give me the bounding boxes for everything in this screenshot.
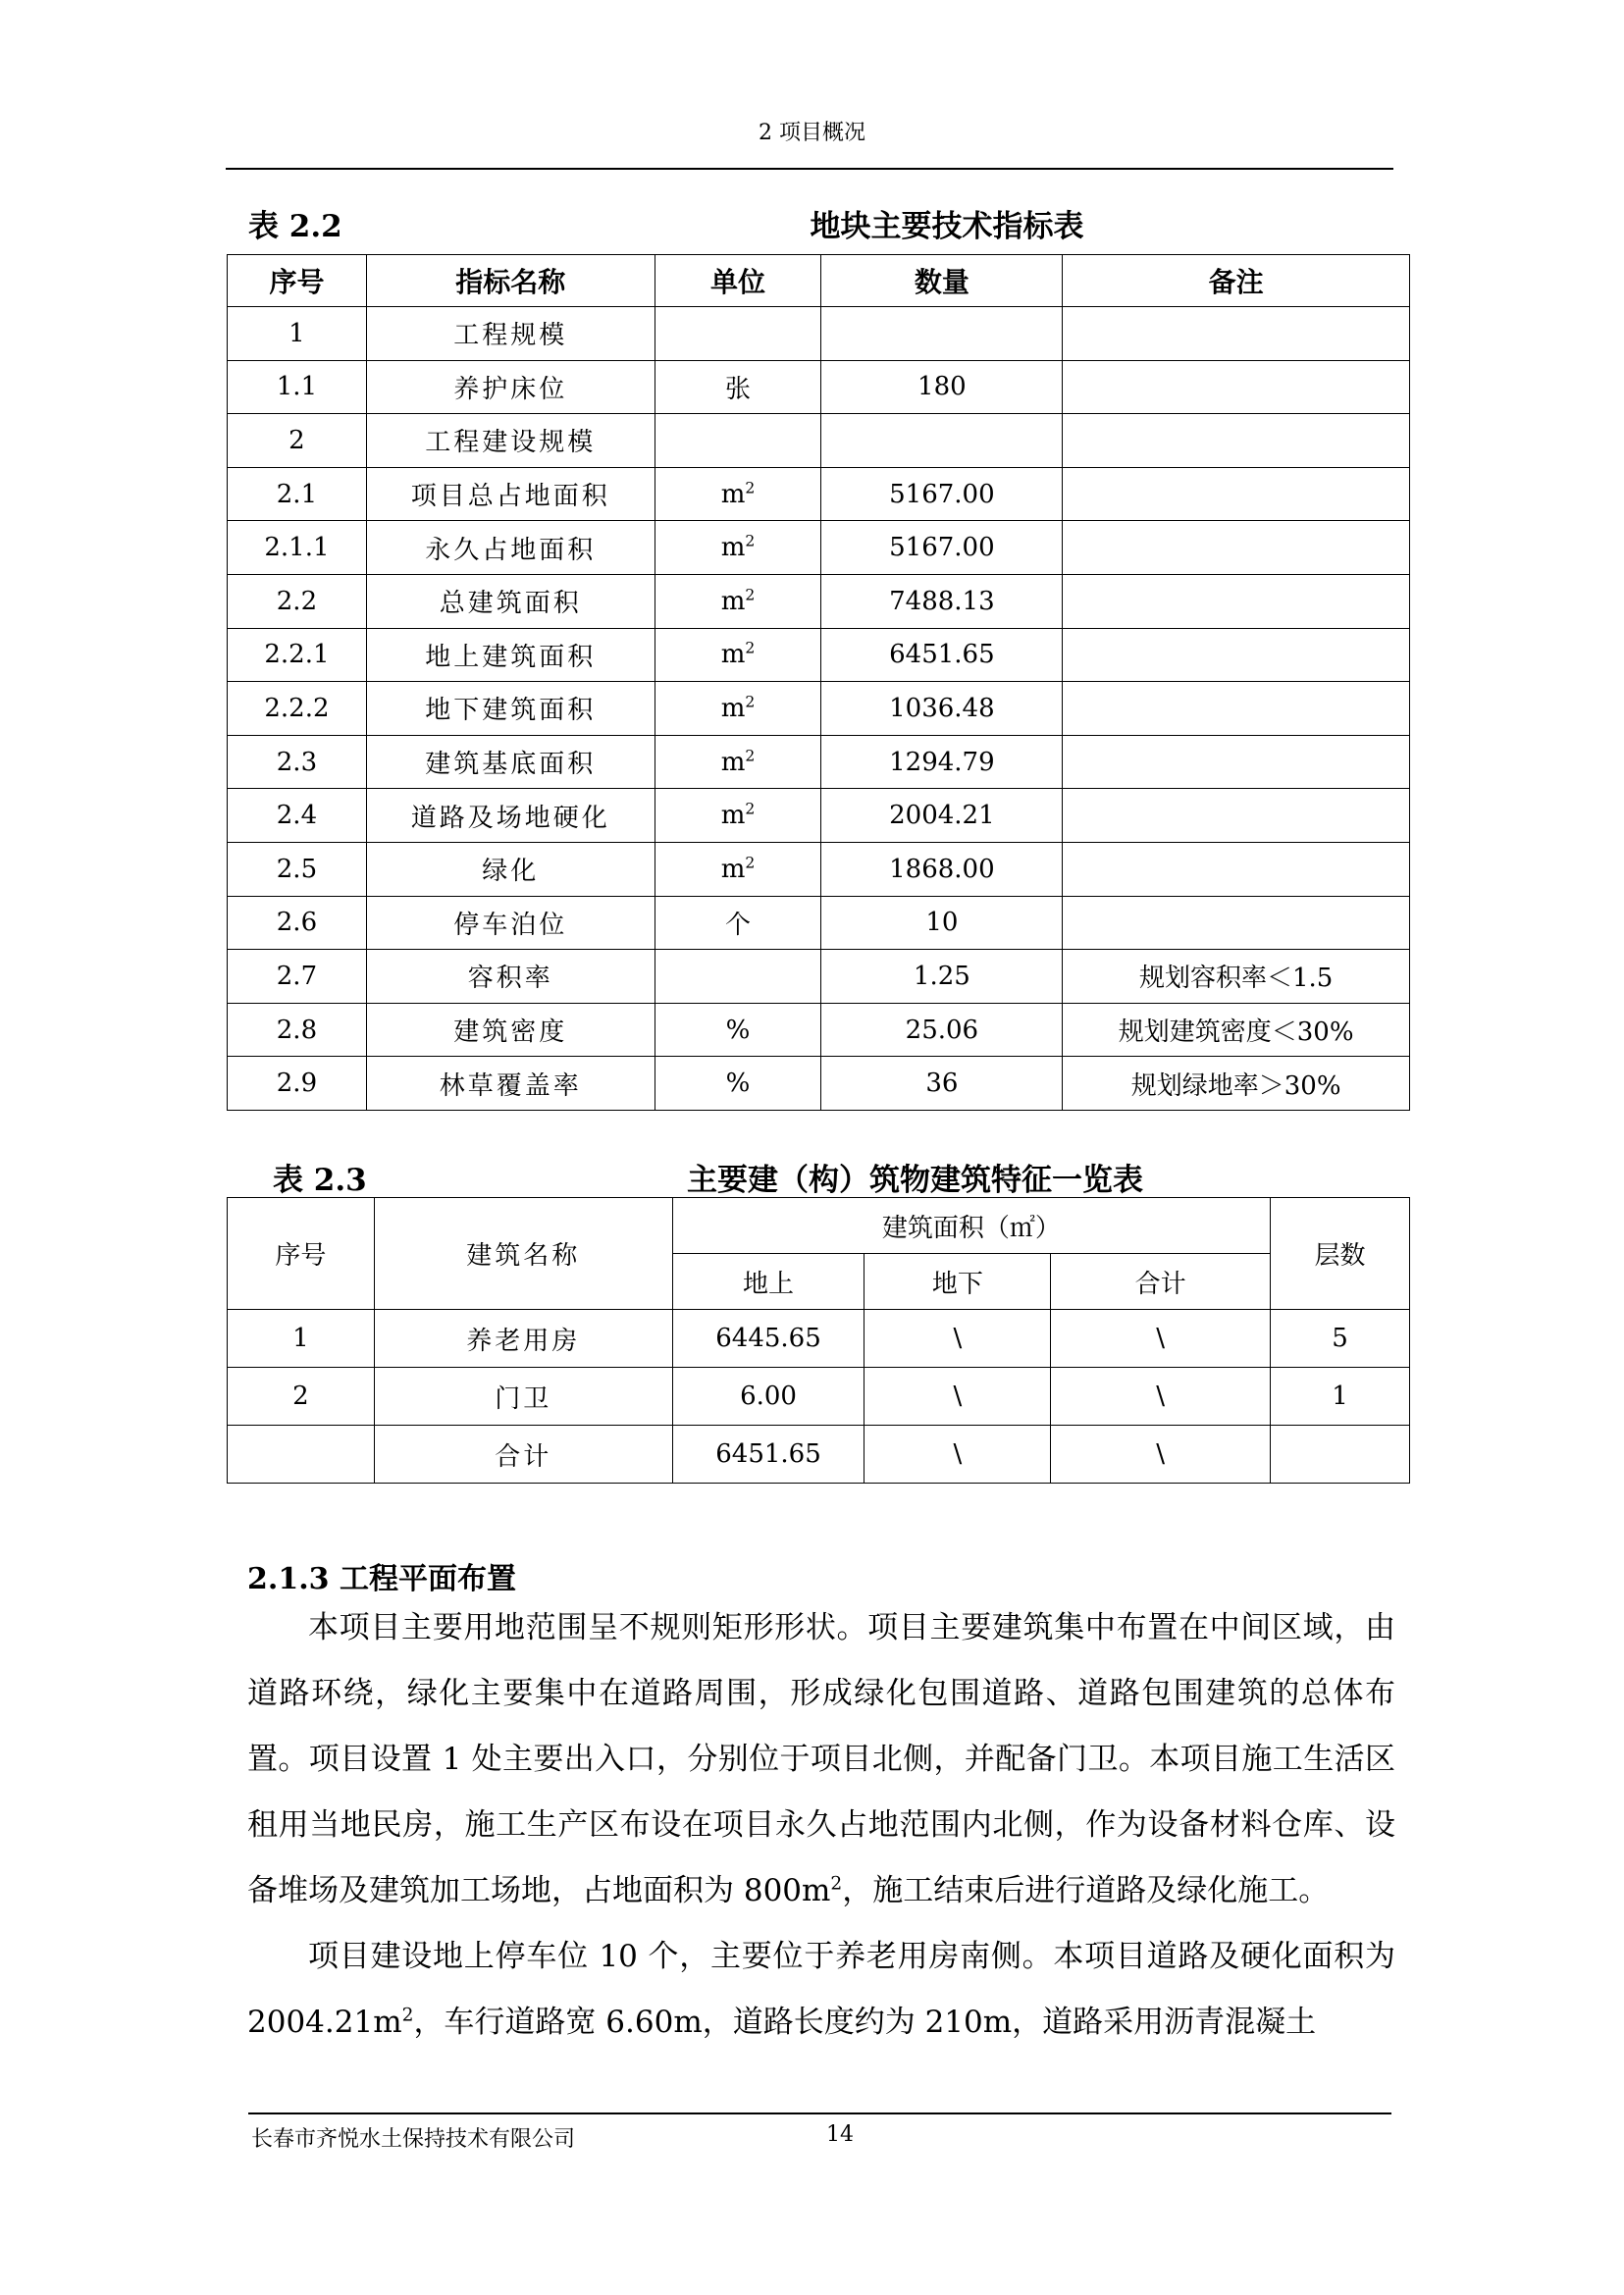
table-cell: 合计	[374, 1426, 672, 1484]
table-cell	[1063, 307, 1410, 361]
paragraph-text: ，施工结束后进行道路及绿化施工。	[842, 1873, 1330, 1908]
table-cell: \	[864, 1368, 1051, 1426]
table-row	[228, 1310, 1410, 1368]
table-cell: 6445.65	[672, 1310, 864, 1368]
table-row	[228, 628, 1410, 682]
table-cell: 5167.00	[821, 521, 1063, 575]
table-cell: \	[1051, 1426, 1271, 1484]
table-2-3-label: 表 2.3	[273, 1163, 367, 1198]
table-cell: 工程建设规模	[366, 414, 655, 468]
table-row	[228, 842, 1410, 896]
table-cell: 36	[821, 1057, 1063, 1111]
table-cell: 2.3	[228, 735, 367, 789]
column-header: 序号	[228, 255, 367, 307]
paragraph-text: ，车行道路宽 6.60m，道路长度约为 210m，道路采用沥青混凝土	[413, 2005, 1317, 2040]
superscript: 2	[830, 1873, 843, 1895]
table-cell: 2.7	[228, 950, 367, 1004]
column-header: 地下	[864, 1254, 1051, 1310]
footer-company: 长春市齐悦水土保持技术有限公司	[251, 2127, 576, 2152]
table-cell: $m^2$	[655, 521, 821, 575]
table-cell: $m^2$	[655, 842, 821, 896]
column-header: 合计	[1051, 1254, 1271, 1310]
table-2-2-label: 表 2.2	[248, 209, 342, 244]
table-cell: 个	[655, 896, 821, 950]
table-cell: \	[864, 1426, 1051, 1484]
table-cell: 规划容积率＜1.5	[1063, 950, 1410, 1004]
table-cell: 2.6	[228, 896, 367, 950]
table-cell: 规划建筑密度＜30%	[1063, 1003, 1410, 1057]
table-cell	[1063, 360, 1410, 414]
table-cell	[1063, 414, 1410, 468]
table-cell	[821, 307, 1063, 361]
table-cell: %	[655, 1057, 821, 1111]
table-cell: 停车泊位	[366, 896, 655, 950]
table-cell: 2.2.2	[228, 682, 367, 736]
table-cell: 1036.48	[821, 682, 1063, 736]
table-cell: $m^2$	[655, 574, 821, 628]
table-cell: 2.1.1	[228, 521, 367, 575]
table-cell: 1868.00	[821, 842, 1063, 896]
table-cell: \	[864, 1310, 1051, 1368]
table-cell: 2.1	[228, 467, 367, 521]
table-row	[228, 360, 1410, 414]
table-cell: 1.1	[228, 360, 367, 414]
technical-indicators-table	[227, 254, 1410, 1111]
table-cell: 永久占地面积	[366, 521, 655, 575]
table-cell	[655, 950, 821, 1004]
table-cell: 项目总占地面积	[366, 467, 655, 521]
table-row	[228, 950, 1410, 1004]
column-header: 数量	[821, 255, 1063, 307]
table-cell: $m^2$	[655, 682, 821, 736]
table-cell	[1063, 842, 1410, 896]
table-cell: 养护床位	[366, 360, 655, 414]
table-cell: \	[1051, 1310, 1271, 1368]
table-cell	[228, 1426, 375, 1484]
table-cell: 7488.13	[821, 574, 1063, 628]
table-cell: 张	[655, 360, 821, 414]
table-cell: 建筑基底面积	[366, 735, 655, 789]
body-paragraph	[247, 1595, 1395, 1924]
table-row	[228, 1057, 1410, 1111]
table-cell: $m^2$	[655, 735, 821, 789]
table-cell: 林草覆盖率	[366, 1057, 655, 1111]
table-cell: $m^2$	[655, 467, 821, 521]
table-cell	[1063, 521, 1410, 575]
column-header: 备注	[1063, 255, 1410, 307]
table-row	[228, 1368, 1410, 1426]
table-cell: 工程规模	[366, 307, 655, 361]
table-cell: 容积率	[366, 950, 655, 1004]
table-cell: 5	[1271, 1310, 1410, 1368]
column-header: 层数	[1271, 1198, 1410, 1310]
table-cell: 总建筑面积	[366, 574, 655, 628]
table-cell: 25.06	[821, 1003, 1063, 1057]
footer-rule	[248, 2112, 1391, 2114]
table-cell: 180	[821, 360, 1063, 414]
running-header: 2 项目概况	[759, 121, 865, 145]
table-row	[228, 789, 1410, 843]
section-heading: 2.1.3 工程平面布置	[247, 1562, 516, 1596]
table-cell: 2.2.1	[228, 628, 367, 682]
table-cell: 规划绿地率＞30%	[1063, 1057, 1410, 1111]
table-cell: 门卫	[374, 1368, 672, 1426]
table-cell: 2	[228, 414, 367, 468]
column-header: 单位	[655, 255, 821, 307]
table-cell: 2.9	[228, 1057, 367, 1111]
table-cell: 道路及场地硬化	[366, 789, 655, 843]
table-cell	[1063, 574, 1410, 628]
paragraph-text: 项目建设地上停车位 10 个，主要位于养老用房南侧。本项目道路及硬化面积为 2004.21m	[247, 1939, 1395, 2040]
body-paragraph	[247, 1924, 1395, 2056]
page-number: 14	[826, 2122, 854, 2147]
column-header: 指标名称	[366, 255, 655, 307]
table-cell: 地上建筑面积	[366, 628, 655, 682]
table-row	[228, 735, 1410, 789]
table-cell: 6451.65	[821, 628, 1063, 682]
table-cell: 1	[228, 307, 367, 361]
table-cell	[1063, 628, 1410, 682]
superscript: 2	[401, 2005, 414, 2026]
column-header: 建筑面积（㎡）	[672, 1198, 1271, 1254]
table-cell: 2004.21	[821, 789, 1063, 843]
table-2-2-title: 地块主要技术指标表	[810, 209, 1084, 244]
table-cell	[1063, 735, 1410, 789]
table-cell: 绿化	[366, 842, 655, 896]
table-cell	[1063, 896, 1410, 950]
column-header: 序号	[228, 1198, 375, 1310]
table-cell: 2.4	[228, 789, 367, 843]
table-cell	[655, 307, 821, 361]
table-cell: 2.5	[228, 842, 367, 896]
table-row	[228, 574, 1410, 628]
table-2-3-title: 主要建（构）筑物建筑特征一览表	[687, 1163, 1143, 1198]
table-cell: \	[1051, 1368, 1271, 1426]
table-cell: 6.00	[672, 1368, 864, 1426]
table-cell	[1063, 467, 1410, 521]
table-cell: 地下建筑面积	[366, 682, 655, 736]
table-row	[228, 414, 1410, 468]
table-cell: $m^2$	[655, 628, 821, 682]
table-header-row	[228, 1198, 1410, 1254]
table-cell: 1	[228, 1310, 375, 1368]
table-cell: 建筑密度	[366, 1003, 655, 1057]
table-row	[228, 521, 1410, 575]
table-row	[228, 1426, 1410, 1484]
table-header-row	[228, 255, 1410, 307]
table-cell	[655, 414, 821, 468]
table-cell: $m^2$	[655, 789, 821, 843]
table-cell: 1.25	[821, 950, 1063, 1004]
table-cell: 5167.00	[821, 467, 1063, 521]
building-features-table	[227, 1197, 1410, 1484]
header-rule	[226, 168, 1393, 170]
table-cell	[1063, 789, 1410, 843]
table-cell: 养老用房	[374, 1310, 672, 1368]
table-cell	[821, 414, 1063, 468]
table-cell: 1	[1271, 1368, 1410, 1426]
table-cell	[1271, 1426, 1410, 1484]
table-row	[228, 1003, 1410, 1057]
table-cell: 10	[821, 896, 1063, 950]
table-row	[228, 896, 1410, 950]
table-cell: 2.8	[228, 1003, 367, 1057]
table-cell: %	[655, 1003, 821, 1057]
table-cell: 6451.65	[672, 1426, 864, 1484]
table-row	[228, 682, 1410, 736]
table-cell: 2.2	[228, 574, 367, 628]
table-cell: 1294.79	[821, 735, 1063, 789]
paragraph-text: 本项目主要用地范围呈不规则矩形形状。项目主要建筑集中布置在中间区域，由道路环绕，绿化主要集中在道路周围，形成绿化包围道路、道路包围建筑的总体布置。项目设置 1 处主要出入口，分别位于项目北侧，并配备门卫。本项目施工生活区租用当地民房，施工生产区布设在项目永久占地范围内北侧，作为设备材料仓库、设备堆场及建筑加工场地，占地面积为 800m	[247, 1610, 1395, 1908]
column-header: 建筑名称	[374, 1198, 672, 1310]
column-header: 地上	[672, 1254, 864, 1310]
table-cell	[1063, 682, 1410, 736]
table-row	[228, 467, 1410, 521]
table-row	[228, 307, 1410, 361]
table-cell: 2	[228, 1368, 375, 1426]
